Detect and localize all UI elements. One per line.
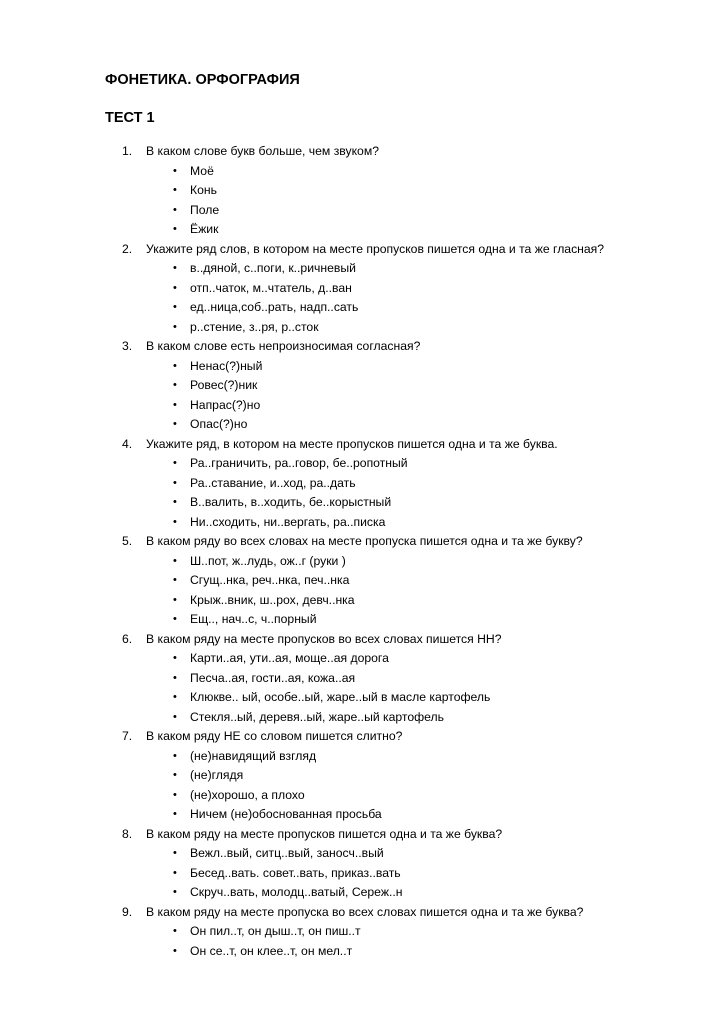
answer-options <box>0 649 725 727</box>
bullet-icon: • <box>173 866 177 879</box>
bullet-icon: • <box>173 359 177 372</box>
question-item <box>0 630 725 728</box>
bullet-icon: • <box>173 320 177 333</box>
answer-options <box>0 552 725 630</box>
bullet-icon: • <box>173 652 177 664</box>
answer-option-text: Ш..пот, ж..лудь, ож..г (руки ) <box>190 553 346 568</box>
answer-options <box>0 844 725 903</box>
answer-option <box>0 766 725 786</box>
bullet-icon: • <box>173 944 177 957</box>
answer-option <box>0 376 725 396</box>
bullet-icon: • <box>173 184 177 196</box>
question-item <box>0 240 725 338</box>
bullet-icon: • <box>173 164 177 177</box>
answer-option <box>0 844 725 864</box>
test-title: ТЕСТ 1 <box>105 110 155 126</box>
bullet-icon: • <box>173 262 177 274</box>
answer-option <box>0 552 725 572</box>
bullet-icon: • <box>173 457 177 469</box>
answer-option-text: (не)навидящий взгляд <box>190 748 317 763</box>
answer-option <box>0 649 725 669</box>
question-line <box>0 630 725 650</box>
question-number: 8. <box>122 826 133 841</box>
answer-option <box>0 513 725 533</box>
answer-option-text: Скруч..вать, молодц..ватый, Сереж..н <box>190 885 403 899</box>
answer-option-text: Поле <box>190 202 220 217</box>
bullet-icon: • <box>173 554 177 567</box>
answer-option-text: Опас(?)но <box>190 417 248 431</box>
question-line <box>0 825 725 845</box>
question-number: 1. <box>122 144 133 158</box>
answer-option-text: Сгущ..нка, реч..нка, печ..нка <box>190 573 350 587</box>
question-text: Укажите ряд, в котором на месте пропусков пишется одна и та же буква. <box>146 436 558 451</box>
question-item <box>0 903 725 962</box>
answer-option <box>0 259 725 279</box>
answer-option <box>0 279 725 299</box>
question-item <box>0 337 725 435</box>
answer-option <box>0 474 725 494</box>
answer-option-text: Ровес(?)ник <box>190 378 258 392</box>
answer-option <box>0 357 725 377</box>
bullet-icon: • <box>173 574 177 586</box>
answer-options <box>0 747 725 825</box>
answer-option <box>0 571 725 591</box>
answer-option-text: Ни..сходить, ни..вергать, ра..писка <box>190 514 386 529</box>
answer-option <box>0 415 725 435</box>
answer-option-text: Ра..граничить, ра..говор, бе..ропотный <box>190 456 408 470</box>
bullet-icon: • <box>173 847 177 859</box>
question-number: 5. <box>122 534 133 548</box>
question-text: В каком ряду во всех словах на месте пропуска пишется одна и та же букву? <box>146 534 583 548</box>
answer-option <box>0 883 725 903</box>
answer-option-text: Стекля..ый, деревя..ый, жаре..ый картофель <box>190 709 444 724</box>
question-text: Укажите ряд слов, в котором на месте пропусков пишется одна и та же гласная? <box>146 241 605 256</box>
answer-option <box>0 708 725 728</box>
bullet-icon: • <box>173 281 177 294</box>
answer-option-text: Карти..ая, ути..ая, моще..ая дорога <box>190 651 389 665</box>
answer-option <box>0 805 725 825</box>
answer-option <box>0 454 725 474</box>
question-text: В каком ряду на месте пропусков пишется одна и та же буква? <box>146 826 503 841</box>
question-text: В каком ряду НЕ со словом пишется слитно? <box>146 729 403 743</box>
bullet-icon: • <box>173 301 177 313</box>
question-item <box>0 532 725 630</box>
bullet-icon: • <box>173 671 177 684</box>
answer-options <box>0 922 725 961</box>
answer-option-text: Ра..ставание, и..ход, ра..дать <box>190 475 356 490</box>
answer-option-text: в..дяной, с..поги, к..ричневый <box>190 261 356 275</box>
answer-option-text: В..валить, в..ходить, бе..корыстный <box>190 495 392 509</box>
answer-option <box>0 220 725 240</box>
answer-option <box>0 396 725 416</box>
question-number: 9. <box>122 904 133 919</box>
question-list <box>0 142 725 961</box>
answer-option-text: Конь <box>190 183 217 197</box>
question-number: 6. <box>122 631 133 646</box>
question-line <box>0 532 725 552</box>
bullet-icon: • <box>173 788 177 801</box>
answer-option <box>0 181 725 201</box>
answer-option <box>0 318 725 338</box>
answer-option-text: Он пил..т, он дыш..т, он пиш..т <box>190 924 361 938</box>
answer-option <box>0 786 725 806</box>
bullet-icon: • <box>173 593 177 606</box>
answer-option-text: Вежл..вый, ситц..вый, заносч..вый <box>190 846 384 860</box>
bullet-icon: • <box>173 925 177 937</box>
answer-options <box>0 162 725 240</box>
answer-option-text: Ещ.., нач..с, ч..порный <box>190 612 317 626</box>
answer-option <box>0 864 725 884</box>
question-line <box>0 727 725 747</box>
question-text: В каком слове есть непроизносимая согласная? <box>146 339 421 353</box>
answer-options <box>0 454 725 532</box>
document-title: ФОНЕТИКА. ОРФОГРАФИЯ <box>105 72 300 88</box>
question-line <box>0 435 725 455</box>
bullet-icon: • <box>173 749 177 762</box>
answer-option-text: (не)глядя <box>190 768 244 782</box>
answer-option <box>0 591 725 611</box>
answer-option <box>0 493 725 513</box>
bullet-icon: • <box>173 691 177 703</box>
answer-option-text: Моё <box>190 163 214 178</box>
bullet-icon: • <box>173 418 177 430</box>
bullet-icon: • <box>173 203 177 216</box>
question-item <box>0 727 725 825</box>
answer-option-text: (не)хорошо, а плохо <box>190 787 305 802</box>
answer-option-text: Ёжик <box>190 222 219 236</box>
answer-options <box>0 357 725 435</box>
bullet-icon: • <box>173 769 177 781</box>
question-number: 4. <box>122 436 133 451</box>
bullet-icon: • <box>173 379 177 391</box>
question-text: В каком ряду на месте пропуска во всех словах пишется одна и та же буква? <box>146 904 584 919</box>
bullet-icon: • <box>173 710 177 723</box>
question-item <box>0 825 725 903</box>
answer-option <box>0 201 725 221</box>
answer-option-text: Напрас(?)но <box>190 397 261 412</box>
answer-option-text: отп..чаток, м..чтатель, д..ван <box>190 280 352 295</box>
answer-option-text: Ничем (не)обоснованная просьба <box>190 807 382 821</box>
answer-option-text: р..стение, з..ря, р..сток <box>190 319 319 334</box>
answer-option <box>0 922 725 942</box>
question-text: В каком ряду на месте пропусков во всех словах пишется НН? <box>146 631 502 646</box>
question-line <box>0 142 725 162</box>
question-line <box>0 903 725 923</box>
bullet-icon: • <box>173 515 177 528</box>
answer-option <box>0 610 725 630</box>
answer-option <box>0 669 725 689</box>
bullet-icon: • <box>173 808 177 820</box>
answer-option-text: Он се..т, он клее..т, он мел..т <box>190 943 353 958</box>
bullet-icon: • <box>173 223 177 235</box>
question-item <box>0 435 725 533</box>
bullet-icon: • <box>173 476 177 489</box>
answer-option-text: Бесед..вать. совет..вать, приказ..вать <box>190 865 401 880</box>
question-line <box>0 240 725 260</box>
answer-option <box>0 688 725 708</box>
answer-option <box>0 942 725 962</box>
answer-option-text: Песча..ая, гости..ая, кожа..ая <box>190 670 356 685</box>
answer-option-text: ед..ница,соб..рать, надп..сать <box>190 300 359 314</box>
answer-option <box>0 298 725 318</box>
bullet-icon: • <box>173 613 177 625</box>
question-item <box>0 142 725 240</box>
question-line <box>0 337 725 357</box>
answer-option <box>0 747 725 767</box>
bullet-icon: • <box>173 886 177 898</box>
bullet-icon: • <box>173 398 177 411</box>
question-text: В каком слове букв больше, чем звуком? <box>146 144 379 158</box>
question-number: 7. <box>122 729 133 743</box>
question-number: 2. <box>122 241 133 256</box>
answer-option-text: Клюкве.. ый, особе..ый, жаре..ый в масле картофель <box>190 690 491 704</box>
bullet-icon: • <box>173 496 177 508</box>
answer-option-text: Крыж..вник, ш..рох, девч..нка <box>190 592 355 607</box>
answer-option <box>0 162 725 182</box>
answer-options <box>0 259 725 337</box>
answer-option-text: Ненас(?)ный <box>190 358 263 373</box>
question-number: 3. <box>122 339 133 353</box>
